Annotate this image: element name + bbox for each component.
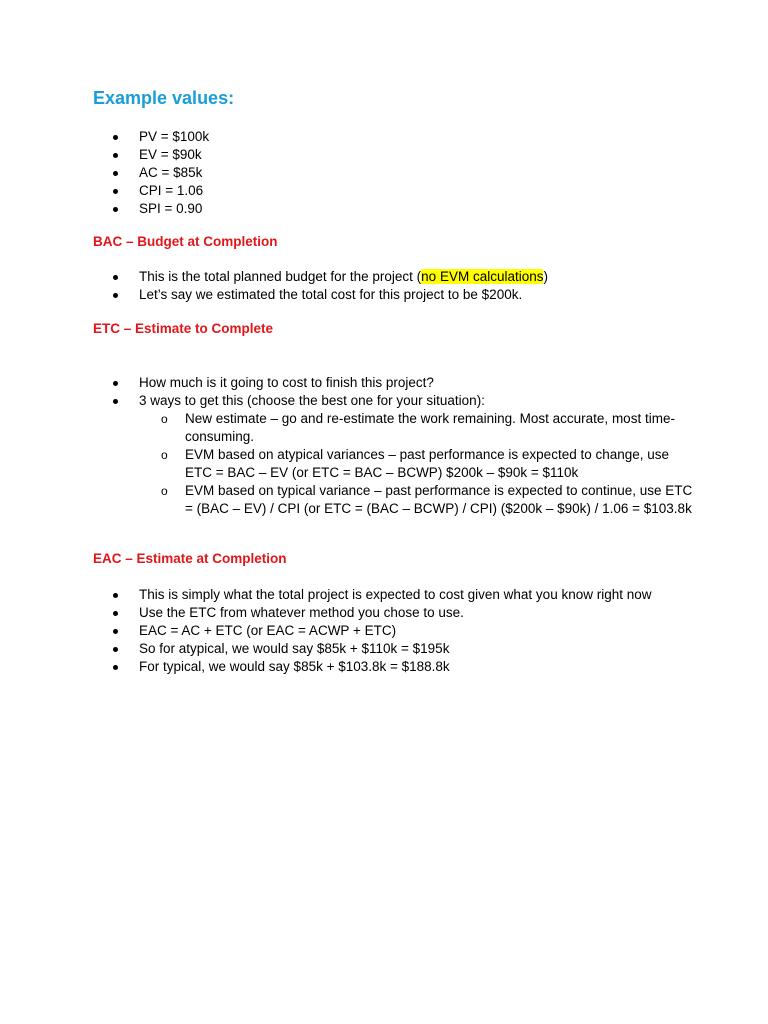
eac-list xyxy=(93,586,693,676)
bullet-icon xyxy=(113,665,118,670)
etc-list xyxy=(93,374,693,518)
bullet-icon xyxy=(113,275,118,280)
list-item: 3 ways to get this (choose the best one for your situation): o New estimate – go and re-estimate the work remaining. Most accurate, most time-consuming. o EVM based on atypical variances – past performance is expected to change, use ETC = BAC – EV (or ETC = BAC – BCWP) $200k – $90k = $110k o EVM based on typical variance – past performance is expected to continue, use ETC = (BAC – EV) / CPI (or ETC = (BAC – BCWP) / CPI) ($200k – $90k) / 1.06 = $103.8k xyxy=(93,392,693,518)
circle-bullet-icon: o xyxy=(161,412,168,426)
eac-section-title: EAC – Estimate at Completion xyxy=(93,551,287,566)
bac-section-title: BAC – Budget at Completion xyxy=(93,234,278,249)
etc-section-title: ETC – Estimate to Complete xyxy=(93,321,274,336)
bullet-icon xyxy=(113,171,118,176)
bullet-icon xyxy=(113,135,118,140)
list-item: EV = $90k xyxy=(93,146,653,164)
list-item: PV = $100k xyxy=(93,128,653,146)
list-item: So for atypical, we would say $85k + $110k = $195k xyxy=(93,640,693,658)
list-item: Use the ETC from whatever method you chose to use. xyxy=(93,604,693,622)
bullet-icon xyxy=(113,611,118,616)
bullet-icon xyxy=(113,189,118,194)
circle-bullet-icon: o xyxy=(161,448,168,462)
list-item: SPI = 0.90 xyxy=(93,200,653,218)
bullet-icon xyxy=(113,399,118,404)
list-item: o EVM based on atypical variances – past performance is expected to change, use ETC = BAC – EV (or ETC = BAC – BCWP) $200k – $90k = $110k xyxy=(161,447,670,480)
list-item: How much is it going to cost to finish this project? xyxy=(93,374,693,392)
circle-bullet-icon: o xyxy=(161,484,168,498)
example-values-heading: Example values: xyxy=(93,88,235,108)
list-item: This is simply what the total project is expected to cost given what you know right now xyxy=(93,586,693,604)
etc-methods-list xyxy=(139,410,693,518)
list-item: AC = $85k xyxy=(93,164,653,182)
example-values-list xyxy=(93,128,653,218)
bullet-icon xyxy=(113,647,118,652)
bullet-icon xyxy=(113,207,118,212)
bac-list xyxy=(93,268,693,304)
bullet-icon xyxy=(113,593,118,598)
list-item: EAC = AC + ETC (or EAC = ACWP + ETC) xyxy=(93,622,693,640)
list-item: This is the total planned budget for the project (no EVM calculations) xyxy=(93,268,693,286)
highlighted-text: no EVM calculations xyxy=(421,269,544,284)
list-item: For typical, we would say $85k + $103.8k = $188.8k xyxy=(93,658,693,676)
list-item: o EVM based on typical variance – past performance is expected to continue, use ETC = (BAC – EV) / CPI (or ETC = (BAC – BCWP) / CPI) ($200k – $90k) / 1.06 = $103.8k xyxy=(161,483,693,516)
bullet-icon xyxy=(113,381,118,386)
list-item: Let’s say we estimated the total cost for this project to be $200k. xyxy=(93,286,693,304)
list-item: CPI = 1.06 xyxy=(93,182,653,200)
list-item: o New estimate – go and re-estimate the work remaining. Most accurate, most time-consuming. xyxy=(161,411,675,444)
bullet-icon xyxy=(113,153,118,158)
bullet-icon xyxy=(113,629,118,634)
bullet-icon xyxy=(113,293,118,298)
